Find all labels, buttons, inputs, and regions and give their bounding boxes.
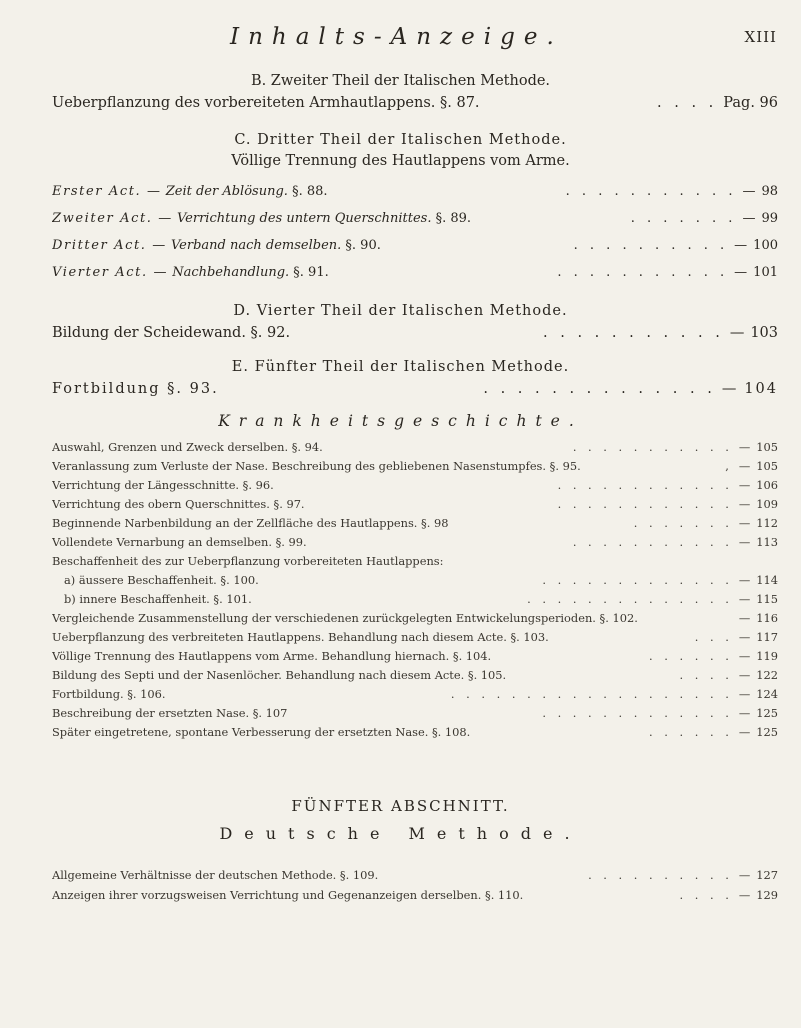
- entry-page: 116: [756, 611, 778, 625]
- act-name: Dritter Act. —: [52, 238, 167, 253]
- leader-dots: . . . . . . .: [633, 516, 733, 530]
- act-title: Zeit der Ablösung.: [165, 184, 288, 199]
- leader-dots: . . . . . .: [649, 725, 733, 739]
- case-entry: [52, 630, 778, 644]
- leader-dots: ,: [725, 459, 733, 473]
- dash: —: [738, 668, 751, 682]
- entry-text: Fortbildung §. 93.: [52, 381, 219, 397]
- act-para: §. 90.: [345, 238, 381, 253]
- section-c-subheading: Völlige Trennung des Hautlappens vom Arme.: [231, 153, 570, 169]
- leader-dots: . . . .: [679, 888, 733, 902]
- act-name: Zweiter Act. —: [52, 211, 173, 226]
- act-title: Verrichtung des untern Querschnittes.: [176, 211, 432, 226]
- entry-text: Verrichtung der Längesschnitte. §. 96.: [52, 478, 274, 492]
- leader-dots: . . . . . . . . . . . . . . . . . . .: [450, 687, 733, 701]
- entry-page: 103: [750, 325, 778, 341]
- entry-text: Veranlassung zum Verluste der Nase. Beschreibung des gebliebenen Nasenstumpfes. §. 95.: [52, 459, 581, 473]
- entry-page: 98: [761, 184, 778, 199]
- dash: —: [734, 238, 748, 253]
- section-d-heading: D. Vierter Theil der Italischen Methode.: [233, 303, 568, 319]
- entry-text: Auswahl, Grenzen und Zweck derselben. §. 94.: [52, 440, 323, 454]
- case-subentry: [64, 592, 778, 606]
- entry-page: 99: [761, 211, 778, 226]
- entry-page: 112: [756, 516, 778, 530]
- dash: —: [738, 478, 751, 492]
- entry-text: Beginnende Narbenbildung an der Zellfläche des Hautlappens. §. 98: [52, 516, 449, 530]
- dash: —: [738, 725, 751, 739]
- case-entry: [52, 706, 778, 720]
- act-title: Verband nach demselben.: [170, 238, 342, 253]
- entry-text: Später eingetretene, spontane Verbesserung der ersetzten Nase. §. 108.: [52, 725, 471, 739]
- dash: —: [738, 573, 751, 587]
- toc-entry: [52, 95, 778, 111]
- chapter-heading: FÜNFTER ABSCHNITT.: [291, 797, 510, 815]
- section-c-heading: C. Dritter Theil der Italischen Methode.: [234, 132, 567, 148]
- entry-text: Völlige Trennung des Hautlappens vom Arme. Behandlung hiernach. §. 104.: [52, 649, 492, 663]
- entry-page: 113: [756, 535, 778, 549]
- act-entry: [52, 211, 778, 226]
- entry-page: 105: [756, 440, 778, 454]
- leader-dots: . . . . . . . . . . . . .: [542, 706, 733, 720]
- act-title: Nachbehandlung.: [172, 265, 290, 280]
- entry-page: 122: [756, 668, 778, 682]
- leader-dots: . . . . . . . . . . . . .: [542, 573, 733, 587]
- act-para: §. 88.: [292, 184, 328, 199]
- leader-dots: . . . . . . . . . . . .: [557, 497, 733, 511]
- section-b-heading: B. Zweiter Theil der Italischen Methode.: [250, 73, 551, 89]
- dash: —: [738, 888, 751, 902]
- entry-page: Pag. 96: [723, 95, 778, 111]
- entry-page: 100: [753, 238, 778, 253]
- section-e-heading: E. Fünfter Theil der Italischen Methode.: [231, 359, 570, 375]
- dash: —: [738, 535, 751, 549]
- dash: —: [738, 459, 751, 473]
- entry-text: Verrichtung des obern Querschnittes. §. 97.: [52, 497, 305, 511]
- act-entry: [52, 238, 778, 253]
- dash: —: [738, 611, 751, 625]
- entry-page: 115: [756, 592, 778, 606]
- dash: —: [742, 184, 756, 199]
- case-entry: [52, 725, 778, 739]
- entry-text: Ueberpflanzung des vorbereiteten Armhautlappens. §. 87.: [52, 95, 480, 111]
- case-entry: [52, 687, 778, 701]
- act-para: §. 89.: [435, 211, 472, 226]
- leader-dots: . . . .: [657, 95, 718, 111]
- entry-text: Fortbildung. §. 106.: [52, 687, 166, 701]
- leader-dots: . . . . . . . . . . .: [572, 440, 733, 454]
- entry-page: 129: [756, 888, 778, 902]
- leader-dots: . . . . . . . . . . .: [565, 184, 737, 199]
- entry-page: 114: [756, 573, 778, 587]
- case-entry: [52, 478, 778, 492]
- case-entry: [52, 535, 778, 549]
- page-numeral: XIII: [744, 28, 777, 46]
- dash: —: [742, 211, 756, 226]
- toc-entry: [52, 381, 778, 397]
- krankheitsgeschichte-heading: Krankheitsgeschichte.: [218, 412, 583, 430]
- entry-page: 124: [756, 687, 778, 701]
- case-entry: [52, 554, 778, 568]
- toc-entry: [52, 888, 778, 902]
- entry-text: Allgemeine Verhältnisse der deutschen Methode. §. 109.: [52, 868, 379, 882]
- leader-dots: . . . . . . . . . . .: [557, 265, 729, 280]
- dash: —: [738, 649, 751, 663]
- entry-text: Bildung der Scheidewand. §. 92.: [52, 325, 291, 341]
- case-subentry: [64, 573, 778, 587]
- dash: —: [738, 687, 751, 701]
- entry-page: 101: [753, 265, 778, 280]
- dash: —: [721, 381, 739, 397]
- leader-dots: . . .: [694, 630, 733, 644]
- entry-text: Beschreibung der ersetzten Nase. §. 107: [52, 706, 288, 720]
- entry-page: 127: [756, 868, 778, 882]
- dash: —: [738, 592, 751, 606]
- entry-page: 105: [756, 459, 778, 473]
- case-entry: [52, 649, 778, 663]
- case-entry: [52, 497, 778, 511]
- dash: —: [738, 516, 751, 530]
- leader-dots: . . . . . . . . . . .: [572, 535, 733, 549]
- case-entry: [52, 611, 778, 625]
- entry-text: Bildung des Septi und der Nasenlöcher. Behandlung nach diesem Acte. §. 105.: [52, 668, 507, 682]
- leader-dots: . . . . . . . . . . . .: [557, 478, 733, 492]
- case-entry: [52, 516, 778, 530]
- entry-text: Beschaffenheit des zur Ueberpflanzung vorbereiteten Hautlappens:: [52, 554, 444, 568]
- dash: —: [738, 440, 751, 454]
- dash: —: [738, 706, 751, 720]
- dash: —: [734, 265, 748, 280]
- running-title: Inhalts-Anzeige.: [230, 24, 563, 50]
- act-entry: [52, 184, 778, 199]
- entry-page: 106: [756, 478, 778, 492]
- entry-page: 125: [756, 725, 778, 739]
- entry-text: a) äussere Beschaffenheit. §. 100.: [64, 573, 259, 587]
- dash: —: [738, 868, 751, 882]
- running-head: [0, 24, 801, 54]
- chapter-subheading: Deutsche Methode.: [219, 824, 582, 843]
- toc-entry: [52, 325, 778, 341]
- dash: —: [738, 497, 751, 511]
- entry-page: 104: [744, 381, 778, 397]
- act-name: Vierter Act. —: [52, 265, 169, 280]
- entry-text: Anzeigen ihrer vorzugsweisen Verrichtung und Gegenanzeigen derselben. §. 110.: [52, 888, 524, 902]
- act-para: §. 91.: [293, 265, 329, 280]
- leader-dots: . . . . . . . . . . .: [543, 325, 724, 341]
- leader-dots: . . . . . . .: [630, 211, 737, 226]
- entry-text: b) innere Beschaffenheit. §. 101.: [64, 592, 252, 606]
- entry-page: 109: [756, 497, 778, 511]
- case-entry: [52, 440, 778, 454]
- leader-dots: . . . .: [679, 668, 733, 682]
- toc-entry: [52, 868, 778, 882]
- entry-text: Ueberpflanzung des verbreiteten Hautlappens. Behandlung nach diesem Acte. §. 103.: [52, 630, 549, 644]
- entry-text: Vergleichende Zusammenstellung der verschiedenen zurückgelegten Entwickelungsperioden. §. 102.: [52, 611, 638, 625]
- entry-page: 119: [756, 649, 778, 663]
- leader-dots: . . . . . . . . . . . . . .: [483, 381, 716, 397]
- act-name: Erster Act. —: [52, 184, 162, 199]
- case-entry: [52, 459, 778, 473]
- act-entry: [52, 265, 778, 280]
- leader-dots: . . . . . . . . . .: [573, 238, 729, 253]
- leader-dots: . . . . . . . . . . . . . .: [527, 592, 733, 606]
- case-entry: [52, 668, 778, 682]
- entry-text: Vollendete Vernarbung an demselben. §. 99.: [52, 535, 307, 549]
- entry-page: 117: [756, 630, 778, 644]
- leader-dots: . . . . . . . . . .: [588, 868, 733, 882]
- entry-page: 125: [756, 706, 778, 720]
- dash: —: [729, 325, 745, 341]
- leader-dots: . . . . . .: [649, 649, 733, 663]
- dash: —: [738, 630, 751, 644]
